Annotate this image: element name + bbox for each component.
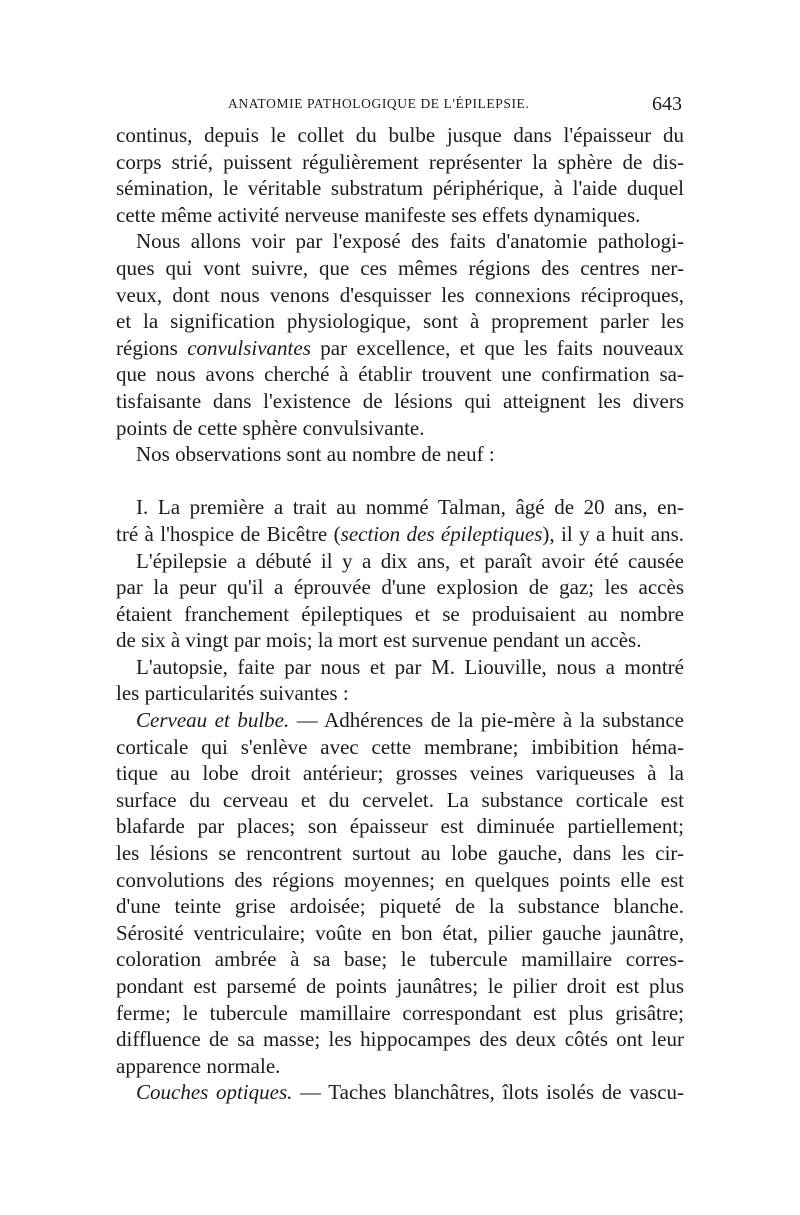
- text-line: surface du cerveau et du cervelet. La substance corticale est: [116, 787, 684, 812]
- text-line: que nous avons cherché à établir trouvent une confirmation sa-: [116, 362, 684, 387]
- section-heading: Couches optiques.: [136, 1080, 293, 1105]
- text-line: corps strié, puissent régulièrement représenter la sphère de dis-: [116, 149, 684, 174]
- text-line: [116, 521, 684, 548]
- running-title: ANATOMIE PATHOLOGIQUE DE L'ÉPILEPSIE.: [228, 96, 530, 111]
- text-line: les lésions se rencontrent surtout au lobe gauche, dans les cir-: [116, 841, 684, 866]
- text-line: tisfaisante dans l'existence de lésions qui atteignent les divers: [116, 388, 684, 413]
- text-run: tré à l'hospice de Bicêtre (: [116, 521, 341, 546]
- body-text: [116, 122, 684, 1106]
- text-line: les particularités suivantes :: [116, 681, 349, 706]
- text-line: corticale qui s'enlève avec cette membrane; imbibition héma-: [116, 734, 684, 759]
- text-line: L'autopsie, faite par nous et par M. Liouville, nous a montré: [136, 654, 684, 679]
- text-line: [116, 1079, 684, 1106]
- text-run: régions: [116, 335, 188, 360]
- text-run: par excellence, et que les faits nouveaux: [310, 335, 684, 360]
- text-line: coloration ambrée à sa base; le tubercule mamillaire corres-: [116, 947, 684, 972]
- text-line: continus, depuis le collet du bulbe jusque dans l'épaisseur du: [116, 123, 684, 147]
- page-number: 643: [652, 93, 682, 115]
- section-heading: Cerveau et bulbe.: [136, 708, 290, 733]
- text-line: apparence normale.: [116, 1053, 281, 1078]
- text-line: ferme; le tubercule mamillaire correspondant est plus grisâtre;: [116, 1000, 684, 1025]
- text-line: d'une teinte grise ardoisée; piqueté de la substance blanche.: [116, 894, 684, 919]
- text-line: ques qui vont suivre, que ces mêmes régions des centres ner-: [116, 255, 684, 280]
- text-line: I. La première a trait au nommé Talman, âgé de 20 ans, en-: [136, 495, 684, 520]
- italic-term: section des épileptiques: [340, 521, 543, 546]
- running-head: [116, 93, 682, 118]
- text-line: tique au lobe droit antérieur; grosses veines variqueuses à la: [116, 761, 684, 786]
- text-line: de six à vingt par mois; la mort est survenue pendant un accès.: [116, 628, 642, 653]
- text-line: [116, 707, 684, 734]
- text-run: — Taches blanchâtres, îlots isolés de vascu-: [292, 1080, 685, 1105]
- text-line: Nos observations sont au nombre de neuf :: [136, 442, 495, 467]
- italic-term: convulsivantes: [187, 335, 311, 360]
- text-line: étaient franchement épileptiques et se produisaient au nombre: [116, 601, 684, 626]
- text-line: cette même activité nerveuse manifeste ses effets dynamiques.: [116, 202, 641, 227]
- text-line: convolutions des régions moyennes; en quelques points elle est: [116, 867, 684, 892]
- text-run: — Adhérences de la pie-mère à la substance: [289, 708, 685, 733]
- text-line: et la signification physiologique, sont à proprement parler les: [116, 309, 684, 334]
- text-line: L'épilepsie a débuté il y a dix ans, et paraît avoir été causée: [136, 548, 684, 573]
- text-line: sémination, le véritable substratum périphérique, à l'aide duquel: [116, 176, 684, 201]
- text-line: veux, dont nous venons d'esquisser les connexions réciproques,: [116, 282, 684, 307]
- text-line: diffluence de sa masse; les hippocampes des deux côtés ont leur: [116, 1027, 684, 1052]
- text-line: Nous allons voir par l'exposé des faits d'anatomie pathologi-: [136, 229, 684, 254]
- paragraph-gap: [116, 468, 684, 495]
- text-line: [116, 335, 684, 362]
- text-line: Sérosité ventriculaire; voûte en bon état, pilier gauche jaunâtre,: [116, 920, 684, 945]
- text-line: pondant est parsemé de points jaunâtres; le pilier droit est plus: [116, 974, 684, 998]
- text-line: points de cette sphère convulsivante.: [116, 415, 425, 440]
- text-run: ), il y a huit ans.: [542, 521, 684, 546]
- text-line: blafarde par places; son épaisseur est diminuée partiellement;: [116, 814, 684, 839]
- text-line: par la peur qu'il a éprouvée d'une explosion de gaz; les accès: [116, 575, 684, 600]
